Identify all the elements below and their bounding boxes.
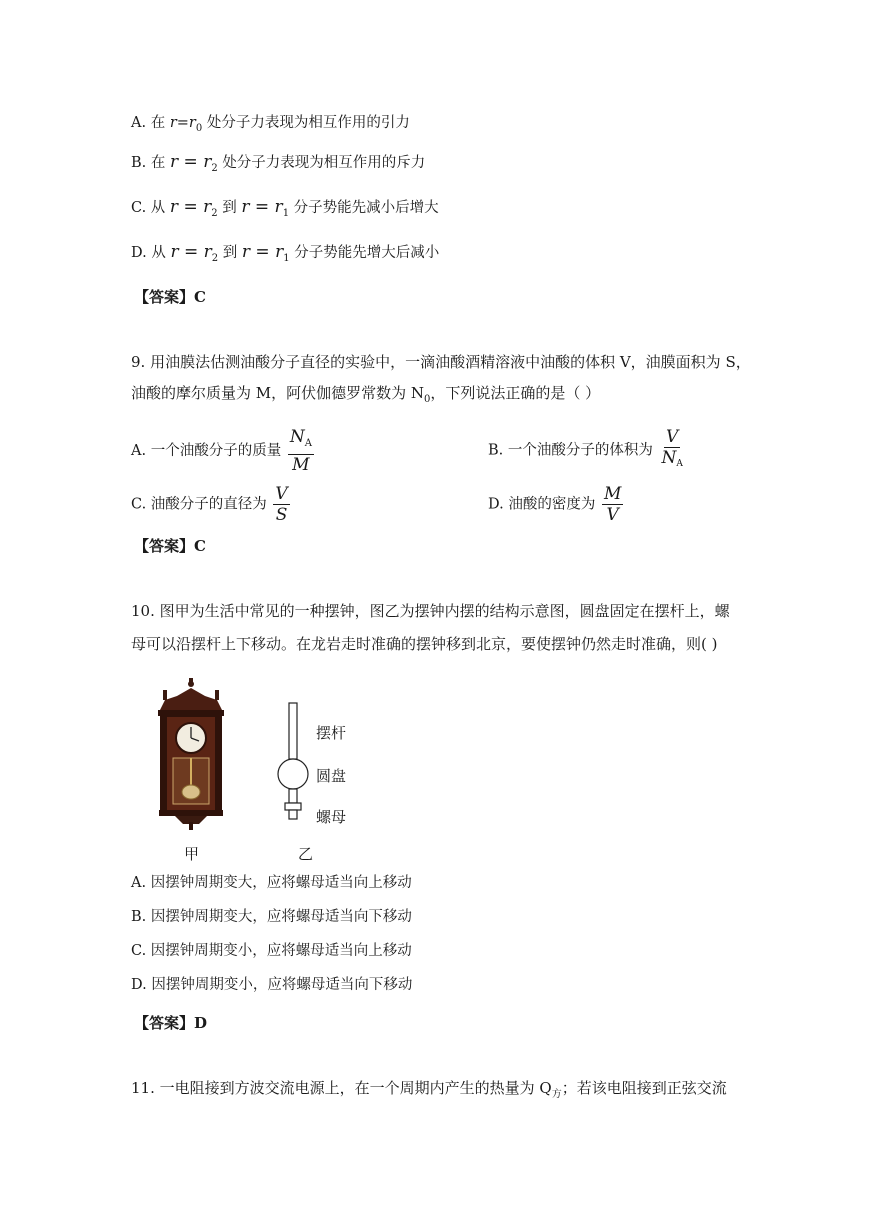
q9-line-1: 9. 用油膜法估测油酸分子直径的实验中，一滴油酸酒精溶液中油酸的体积 V，油膜面积为 S，	[131, 353, 751, 371]
q10-line-2: 母可以沿摆杆上下移动。在龙岩走时准确的摆钟移到北京，要使摆钟仍然走时准确，则( )	[131, 635, 718, 653]
q9-option-d: D. 油酸的密度为 $\frac{M}{V}$	[488, 484, 622, 525]
q10-option-a: A. 因摆钟周期变大，应将螺母适当向上移动	[131, 875, 412, 891]
label-disk: 圆盘	[316, 767, 347, 785]
q8-option-a: A. 在 $r=r_0$ 处分子力表现为相互作用的引力	[131, 115, 410, 134]
answer-10: 【答案】D	[134, 1014, 208, 1032]
answer-9: 【答案】C	[134, 537, 206, 555]
q9-option-a: A. 一个油酸分子的质量 $\frac{N_A}{M}$	[131, 427, 312, 475]
q10-option-d: D. 因摆钟周期变小，应将螺母适当向下移动	[131, 977, 413, 993]
q10-option-c: C. 因摆钟周期变小，应将螺母适当向上移动	[131, 943, 412, 959]
q10-line-1: 10. 图甲为生活中常见的一种摆钟，图乙为摆钟内摆的结构示意图，圆盘固定在摆杆上，螺	[131, 602, 730, 620]
pendulum-clock-image	[155, 678, 230, 830]
q11-line-1: 11. 一电阻接到方波交流电源上，在一个周期内产生的热量为 $Q_方$；若该电阻接到正弦交流	[131, 1079, 727, 1100]
figure-label-yi: 乙	[298, 845, 314, 863]
pendulum-schematic	[274, 702, 316, 824]
q8-option-d: D. 从 $r = r_2$ 到 $r = r_1$ 分子势能先增大后减小	[131, 242, 440, 264]
q8-option-c: C. 从 $r = r_2$ 到 $r = r_1$ 分子势能先减小后增大	[131, 197, 439, 219]
label-rod: 摆杆	[316, 724, 347, 742]
figure-label-jia: 甲	[184, 845, 200, 863]
q9-line-2: 油酸的摩尔质量为 M，阿伏伽德罗常数为 $N_0$，下列说法正确的是（ ）	[131, 384, 601, 405]
q8-option-b: B. 在 $r = r_2$ 处分子力表现为相互作用的斥力	[131, 152, 426, 174]
q9-option-b: B. 一个油酸分子的体积为 $\frac{V}{N_A}$	[488, 427, 683, 469]
q10-option-b: B. 因摆钟周期变大，应将螺母适当向下移动	[131, 909, 412, 925]
label-nut: 螺母	[316, 808, 347, 826]
q9-option-c: C. 油酸分子的直径为 $\frac{V}{S}$	[131, 484, 288, 525]
answer-8: 【答案】C	[134, 288, 206, 306]
